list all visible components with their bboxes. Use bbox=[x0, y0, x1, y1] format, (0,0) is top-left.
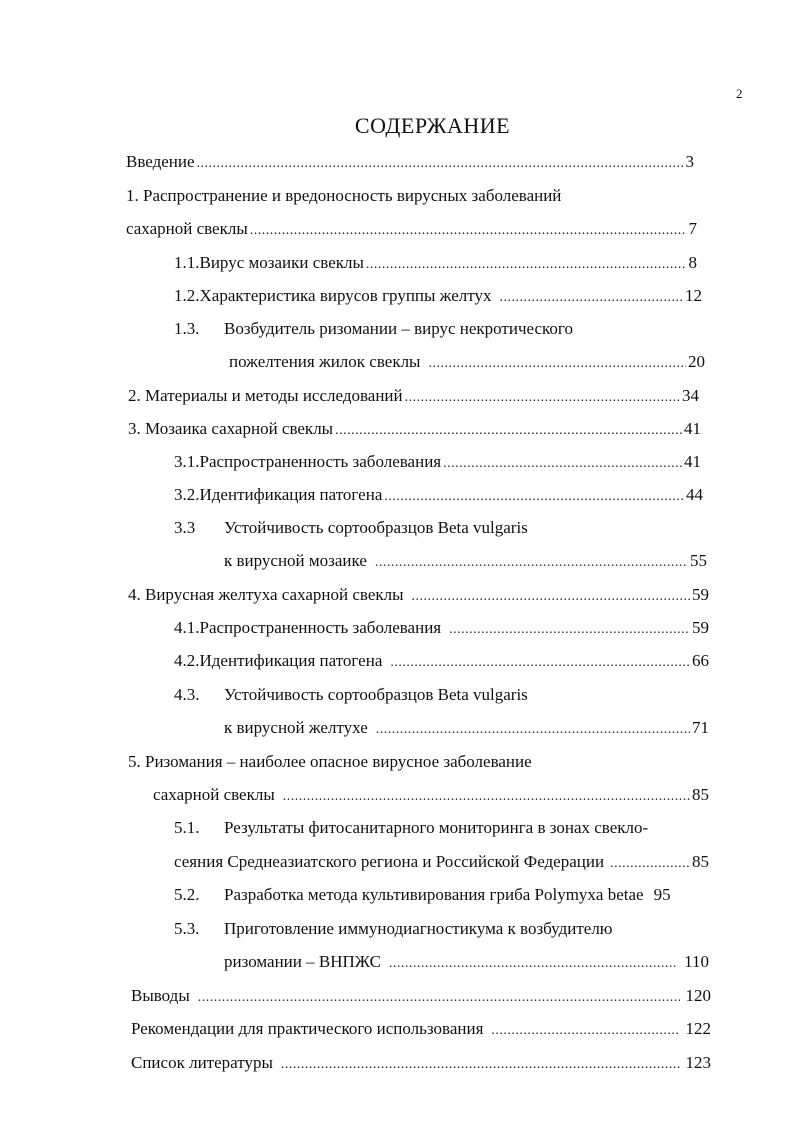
dot-leader bbox=[335, 420, 682, 442]
toc-entry-title: Рекомендации для практического использования bbox=[131, 1019, 484, 1038]
toc-entry-section-5-line1 bbox=[128, 751, 532, 773]
toc-entry-title: 4. Вирусная желтуха сахарной свеклы bbox=[128, 585, 404, 604]
toc-entry-title: сахарной свеклы bbox=[126, 219, 248, 238]
toc-entry-page: 44 bbox=[686, 485, 703, 504]
toc-entry-section-4-3-line1 bbox=[174, 684, 528, 706]
toc-entry-number: 5.3. bbox=[174, 919, 200, 938]
toc-entry-number: 4.1. bbox=[174, 618, 200, 637]
toc-entry-title: пожелтения жилок свеклы bbox=[229, 352, 421, 371]
toc-entry-page: 122 bbox=[685, 1019, 711, 1038]
toc-entry-section-5-1 bbox=[174, 851, 709, 873]
toc-entry-page: 85 bbox=[692, 785, 709, 804]
toc-entry-number: 5.1. bbox=[174, 818, 200, 837]
toc-entry-number: 3.1. bbox=[174, 452, 200, 471]
dot-leader bbox=[390, 652, 690, 674]
dot-leader bbox=[283, 786, 690, 808]
dot-leader bbox=[198, 987, 680, 1009]
toc-entry-page: 71 bbox=[692, 718, 709, 737]
toc-entry-title: Введение bbox=[126, 152, 195, 171]
toc-entry-page: 34 bbox=[682, 386, 699, 405]
toc-entry-section-3-3 bbox=[224, 550, 707, 572]
toc-entry-title: Распространенность заболевания bbox=[199, 452, 442, 471]
toc-entry-number: 3.3 bbox=[174, 518, 196, 537]
toc-entry-page: 55 bbox=[690, 551, 707, 570]
toc-entry-intro bbox=[126, 151, 694, 173]
toc-entry-title: 2. Материалы и методы исследований bbox=[128, 386, 403, 405]
toc-entry-title: к вирусной желтухе bbox=[224, 718, 368, 737]
toc-entry-section-4 bbox=[128, 584, 709, 606]
toc-entry-page: 66 bbox=[692, 651, 709, 670]
toc-entry-section-4-3 bbox=[224, 717, 709, 739]
toc-entry-section-1 bbox=[126, 218, 697, 240]
toc-entry-references bbox=[131, 1052, 711, 1074]
dot-leader bbox=[449, 619, 690, 641]
toc-entry-title: 1. Распространение и вредоносность вирусных заболеваний bbox=[126, 186, 562, 205]
dot-leader bbox=[443, 453, 682, 475]
dot-leader bbox=[491, 1020, 679, 1042]
toc-entry-title: Список литературы bbox=[131, 1053, 273, 1072]
toc-entry-title: Возбудитель ризомании – вирус некротического bbox=[224, 319, 573, 338]
dot-leader bbox=[384, 486, 684, 508]
toc-entry-page: 20 bbox=[688, 352, 705, 371]
toc-entry-section-5-3-line1 bbox=[174, 918, 613, 940]
toc-entry-title: Устойчивость сортообразцов Beta vulgaris bbox=[224, 518, 528, 537]
toc-entry-title: 3. Мозаика сахарной свеклы bbox=[128, 419, 334, 438]
toc-entry-number: 1.1. bbox=[174, 253, 200, 272]
dot-leader bbox=[250, 220, 687, 242]
toc-entry-page: 8 bbox=[688, 253, 697, 272]
dot-leader bbox=[366, 254, 687, 276]
toc-entry-section-3 bbox=[128, 418, 701, 440]
toc-entry-title: к вирусной мозаике bbox=[224, 551, 367, 570]
toc-entry-number: 4.2. bbox=[174, 651, 200, 670]
dot-leader bbox=[281, 1054, 680, 1076]
toc-entry-title: Идентификация патогена bbox=[199, 651, 383, 670]
toc-entry-section-4-2 bbox=[174, 650, 709, 672]
toc-entry-section-3-3-line1 bbox=[174, 517, 528, 539]
toc-entry-section-1-2 bbox=[174, 285, 702, 307]
dot-leader bbox=[375, 552, 688, 574]
toc-entry-page: 123 bbox=[685, 1053, 711, 1072]
toc-entry-title: Идентификация патогена bbox=[199, 485, 383, 504]
toc-entry-section-5-2 bbox=[174, 884, 671, 906]
toc-entry-section-4-1 bbox=[174, 617, 709, 639]
toc-entry-page: 95 bbox=[653, 885, 671, 904]
toc-entry-title: Характеристика вирусов группы желтух bbox=[199, 286, 492, 305]
toc-entry-page: 85 bbox=[692, 852, 709, 871]
dot-leader bbox=[428, 353, 686, 375]
page-number: 2 bbox=[736, 86, 743, 101]
toc-entry-number: 3.2. bbox=[174, 485, 200, 504]
toc-entry-number: 5.2. bbox=[174, 885, 200, 904]
dot-leader bbox=[197, 153, 684, 175]
toc-entry-title: Устойчивость сортообразцов Beta vulgaris bbox=[224, 685, 528, 704]
toc-entry-page: 59 bbox=[692, 618, 709, 637]
toc-entry-section-5-3 bbox=[224, 951, 709, 973]
toc-entry-recommendations bbox=[131, 1018, 711, 1040]
dot-leader bbox=[499, 287, 683, 309]
toc-entry-title: Распространенность заболевания bbox=[199, 618, 442, 637]
toc-entry-title: сахарной свеклы bbox=[153, 785, 275, 804]
toc-entry-number: 1.2. bbox=[174, 286, 200, 305]
toc-entry-section-1-1 bbox=[174, 252, 697, 274]
toc-entry-section-1-line1 bbox=[126, 185, 561, 207]
toc-entry-title: Вирус мозаики свеклы bbox=[199, 253, 364, 272]
toc-entry-section-3-2 bbox=[174, 484, 703, 506]
toc-entry-page: 59 bbox=[692, 585, 709, 604]
toc-entry-title: Результаты фитосанитарного мониторинга в зонах свекло- bbox=[224, 818, 649, 837]
toc-entry-section-5 bbox=[153, 784, 709, 806]
dot-leader bbox=[376, 719, 690, 741]
toc-entry-title: Разработка метода культивирования гриба Polymyxa betae bbox=[224, 885, 644, 904]
toc-entry-title: ризомании – ВНПЖС bbox=[224, 952, 381, 971]
dot-leader bbox=[389, 953, 678, 975]
toc-entry-page: 41 bbox=[684, 419, 701, 438]
toc-entry-number: 4.3. bbox=[174, 685, 200, 704]
toc-entry-page: 7 bbox=[688, 219, 697, 238]
toc-entry-title: Выводы bbox=[131, 986, 190, 1005]
toc-entry-section-2 bbox=[128, 385, 699, 407]
dot-leader bbox=[412, 586, 690, 608]
toc-entry-page: 41 bbox=[684, 452, 701, 471]
toc-entry-title: сеяния Среднеазиатского региона и Российской Федерации bbox=[174, 852, 605, 871]
toc-entry-title: Приготовление иммунодиагностикума к возбудителю bbox=[224, 919, 613, 938]
toc-entry-number: 1.3. bbox=[174, 319, 200, 338]
toc-entry-section-1-3-line1 bbox=[174, 318, 573, 340]
toc-entry-section-1-3 bbox=[229, 351, 705, 373]
toc-entry-page: 12 bbox=[685, 286, 702, 305]
dot-leader bbox=[405, 387, 680, 409]
page-title: СОДЕРЖАНИЕ bbox=[354, 113, 511, 138]
toc-entry-page: 110 bbox=[684, 952, 709, 971]
toc-entry-title: 5. Ризомания – наиболее опасное вирусное заболевание bbox=[128, 752, 532, 771]
toc-entry-conclusions bbox=[131, 985, 711, 1007]
dot-leader bbox=[610, 853, 690, 875]
toc-entry-section-5-1-line1 bbox=[174, 817, 648, 839]
toc-entry-page: 120 bbox=[685, 986, 711, 1005]
toc-entry-page: 3 bbox=[685, 152, 694, 171]
toc-entry-section-3-1 bbox=[174, 451, 701, 473]
